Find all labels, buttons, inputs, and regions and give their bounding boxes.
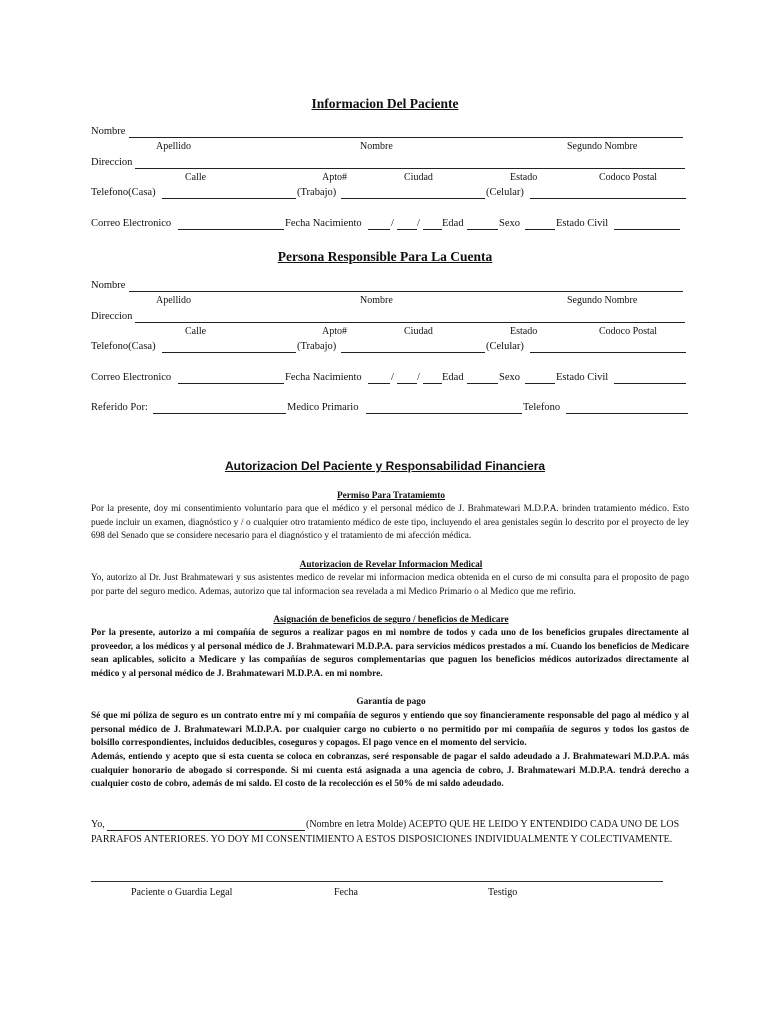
calle-sublabel: Calle xyxy=(185,172,207,183)
nombre-field[interactable] xyxy=(129,126,683,138)
garantia-paragraph-1: Sé que mi póliza de seguro es un contrato entre mí y mi compañía de seguros y entiendo que soy financieramente responsable del pago al médico y al personal médico de J. Brahmatewari M.D.P.A. por cualquier cargo no cubierto o no permitido por mi compañía de seguros y todos los gastos de bolsillo correspondientes, incluidos deducibles, coseguros y copagos. El pago vence en el momento del servicio. xyxy=(91,711,689,748)
fecha-mes-field[interactable] xyxy=(368,218,390,230)
revelar-paragraph: Yo, autorizo al Dr. Just Brahmatewari y sus asistentes medico de revelar mi informacion medica obtenida en el curso de mi consulta para el proposito de pago por parte del seguro medico. Ademas, autorizo que tal informacion sea revelada a mi Medico Primario o al Medico que me refirio. xyxy=(91,573,689,597)
resp-sexo-field[interactable] xyxy=(525,372,555,384)
fecha-label: Fecha xyxy=(334,887,358,898)
resp-apellido-sublabel: Apellido xyxy=(156,295,191,306)
apellido-sublabel: Apellido xyxy=(156,141,191,152)
segundo-nombre-sublabel: Segundo Nombre xyxy=(567,141,638,152)
referido-field[interactable] xyxy=(153,402,286,414)
telefono-field[interactable] xyxy=(566,402,688,414)
trabajo-field[interactable] xyxy=(341,187,485,199)
asignacion-paragraph: Por la presente, autorizo a mi compañía de seguros a realizar pagos en mi nombre de todos y cada uno de los beneficios grupales directamente al proveedor, a los médicos y al personal médico de J. Brahmatewari M.D.P.A. para servicios médicos prestados a mí. Cuando los beneficios de Medicare sean aplicables, solicito a Medicare y las compañías de seguros complementarias que paguen los beneficios médicos autorizados directamente al médico y al personal médico de J. Brahmatewari M.D.P.A. en mi nombre. xyxy=(91,628,689,679)
fecha-ano-field[interactable] xyxy=(423,218,442,230)
trabajo-label: (Trabajo) xyxy=(297,187,337,198)
edad-field[interactable] xyxy=(467,218,498,230)
resp-celular-label: (Celular) xyxy=(486,341,524,352)
asignacion-title: Asignación de beneficios de seguro / beneficios de Medicare xyxy=(273,615,509,625)
authorization-title: Autorizacion Del Paciente y Responsabilidad Financiera xyxy=(224,459,546,473)
ciudad-sublabel: Ciudad xyxy=(404,172,433,183)
correo-field[interactable] xyxy=(178,218,284,230)
resp-nombre-sublabel: Nombre xyxy=(360,295,393,306)
resp-correo-label: Correo Electronico xyxy=(91,372,172,383)
referido-label: Referido Por: xyxy=(91,402,148,413)
patient-info-title: Informacion Del Paciente xyxy=(311,96,459,111)
celular-label: (Celular) xyxy=(486,187,524,198)
resp-telefono-casa-label: Telefono(Casa) xyxy=(91,341,156,352)
edad-label: Edad xyxy=(442,218,464,229)
resp-calle-sublabel: Calle xyxy=(185,326,207,337)
paciente-label: Paciente o Guardia Legal xyxy=(131,887,233,898)
codigo-postal-sublabel: Codoco Postal xyxy=(599,172,658,183)
resp-sexo-label: Sexo xyxy=(499,372,520,383)
estado-sublabel: Estado xyxy=(510,172,538,183)
resp-direccion-field[interactable] xyxy=(135,311,685,323)
resp-estado-civil-field[interactable] xyxy=(614,372,686,384)
sexo-label: Sexo xyxy=(499,218,520,229)
resp-ciudad-sublabel: Ciudad xyxy=(404,326,433,337)
resp-trabajo-label: (Trabajo) xyxy=(297,341,337,352)
slash: / xyxy=(417,372,420,383)
consent-yo: Yo, xyxy=(91,819,105,830)
resp-fecha-nac-label: Fecha Nacimiento xyxy=(285,372,362,383)
testigo-label: Testigo xyxy=(488,887,518,898)
responsible-title: Persona Responsible Para La Cuenta xyxy=(277,249,493,264)
permiso-title: Permiso Para Tratamiemto xyxy=(336,491,446,501)
resp-nombre-field[interactable] xyxy=(129,280,683,292)
garantia-title: Garantía de pago xyxy=(356,697,426,707)
resp-segundo-nombre-sublabel: Segundo Nombre xyxy=(567,295,638,306)
consent-text-2: PARRAFOS ANTERIORES. YO DOY MI CONSENTIMIENTO A ESTOS DISPOSICIONES INDIVIDUALMENTE Y COLECTIVAMENTE. xyxy=(91,834,673,845)
resp-edad-field[interactable] xyxy=(467,372,498,384)
signature-line[interactable] xyxy=(91,881,663,882)
resp-edad-label: Edad xyxy=(442,372,464,383)
celular-field[interactable] xyxy=(530,187,686,199)
direccion-field[interactable] xyxy=(135,157,685,169)
nombre-label: Nombre xyxy=(91,126,126,137)
sexo-field[interactable] xyxy=(525,218,555,230)
resp-estado-sublabel: Estado xyxy=(510,326,538,337)
resp-estado-civil-label: Estado Civil xyxy=(556,372,609,383)
resp-fecha-ano-field[interactable] xyxy=(423,372,442,384)
garantia-paragraph-2: Además, entiendo y acepto que si esta cuenta se coloca en cobranzas, seré responsable de pagar el saldo adeudado a J. Brahmatewari M.D.P.A. más cualquier honorario de abogado si corresponde. Si mi cuenta está asignada a una agencia de cobro, J. Brahmatewari M.D.P.A. tendrá derecho a cualquier costo de cobro, además de mi saldo. El costo de la recolección es el 50% de mi saldo adeudado. xyxy=(91,752,689,789)
slash: / xyxy=(391,372,394,383)
correo-label: Correo Electronico xyxy=(91,218,172,229)
resp-codigo-postal-sublabel: Codoco Postal xyxy=(599,326,658,337)
resp-fecha-mes-field[interactable] xyxy=(368,372,390,384)
consent-text-1: (Nombre en letra Molde) ACEPTO QUE HE LEIDO Y ENTENDIDO CADA UNO DE LOS xyxy=(306,819,680,830)
resp-fecha-dia-field[interactable] xyxy=(397,372,417,384)
estado-civil-label: Estado Civil xyxy=(556,218,609,229)
nombre-sublabel: Nombre xyxy=(360,141,393,152)
fecha-dia-field[interactable] xyxy=(397,218,417,230)
direccion-label: Direccion xyxy=(91,157,133,168)
fecha-nac-label: Fecha Nacimiento xyxy=(285,218,362,229)
resp-telefono-casa-field[interactable] xyxy=(162,341,296,353)
resp-correo-field[interactable] xyxy=(178,372,284,384)
telefono-label: Telefono xyxy=(523,402,561,413)
resp-apto-sublabel: Apto# xyxy=(322,326,347,337)
telefono-casa-field[interactable] xyxy=(162,187,296,199)
apto-sublabel: Apto# xyxy=(322,172,347,183)
consent-name-field[interactable] xyxy=(107,819,305,831)
permiso-paragraph: Por la presente, doy mi consentimiento voluntario para que el médico y el personal médico de J. Brahmatewari M.D.P.A. brinden tratamiento médico. Esto puede incluir un examen, diagnóstico y / o cualquier otro tratamiento médico de este tipo, incluyendo el area genistales según lo descrito por el proyecto de ley 698 del Senado que se considere necesario para el diagnóstico y el tratamiento de mi afección médica. xyxy=(91,504,689,541)
medico-primario-label: Medico Primario xyxy=(287,402,359,413)
resp-trabajo-field[interactable] xyxy=(341,341,485,353)
resp-celular-field[interactable] xyxy=(530,341,686,353)
revelar-title: Autorizacion de Revelar Informacion Medical xyxy=(299,560,483,570)
medico-primario-field[interactable] xyxy=(366,402,522,414)
slash: / xyxy=(391,218,394,229)
slash: / xyxy=(417,218,420,229)
telefono-casa-label: Telefono(Casa) xyxy=(91,187,156,198)
estado-civil-field[interactable] xyxy=(614,218,680,230)
resp-nombre-label: Nombre xyxy=(91,280,126,291)
resp-direccion-label: Direccion xyxy=(91,311,133,322)
